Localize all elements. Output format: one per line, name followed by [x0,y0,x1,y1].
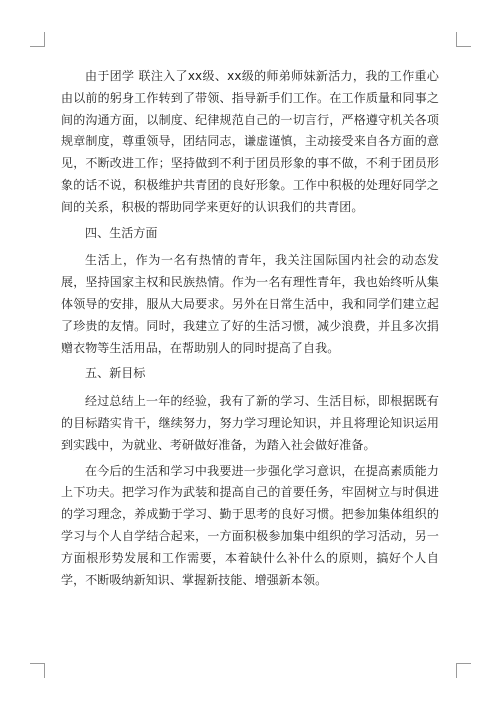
paragraph-work-relations: 由于团学 联注入了xx级、xx级的师弟师妹新活力，我的工作重心由以前的躬身工作转到了带领、指导新手们工作。在工作质量和同事之间的沟通方面，以制度、纪律规范自己的一切言行，严格遵守机关各项规章制度，尊重领导，团结同志，谦虚谨慎，主动接受来自各方面的意见，不断改进工作；坚持做到不利于团员形象的事不做，不利于团员形象的话不说，积极维护共青团的良好形象。工作中积极的处理好同学之间的关系，积极的帮助同学来更好的认识我们的共青团。 [61,69,439,214]
paragraph-life: 生活上，作为一名有热情的青年，我关注国际国内社会的动态发展，坚持国家主权和民族热情。作为一名有理性青年，我也始终听从集体领导的安排，服从大局要求。另外在日常生活中，我和同学们建立起了珍贵的友情。同时，我建立了好的生活习惯，减少浪费，并且多次捐赠衣物等生活用品，在帮助别人的同时提高了自我。 [61,253,439,355]
section-heading-new-goals: 五、新目标 [85,366,146,381]
paragraph-new-goals: 经过总结上一年的经验，我有了新的学习、生活目标，即根据既有的目标踏实肯干，继续努力，努力学习理论知识，并且将理论知识运用到实践中，为就业、考研做好准备，为踏入社会做好准备。 [61,394,439,452]
section-heading-life: 四、生活方面 [85,225,158,240]
document-body [61,66,439,595]
paragraph-future-study: 在今后的生活和学习中我要进一步强化学习意识，在提高素质能力上下功夫。把学习作为武装和提高自己的首要任务，牢固树立与时俱进的学习理念，养成勤于学习、勤于思考的良好习惯。把参加集体组织的学习与个人自学结合起来，一方面积极参加集中组织的学习活动，另一方面根形势发展和工作需要，本着缺什么补什么的原则，搞好个人自学，不断吸纳新知识、掌握新技能、增强新本领。 [61,463,439,587]
top-left-margin-mark [30,32,45,47]
bottom-left-margin-mark [30,663,45,678]
bottom-right-margin-mark [456,663,471,678]
top-right-margin-mark [456,32,471,47]
